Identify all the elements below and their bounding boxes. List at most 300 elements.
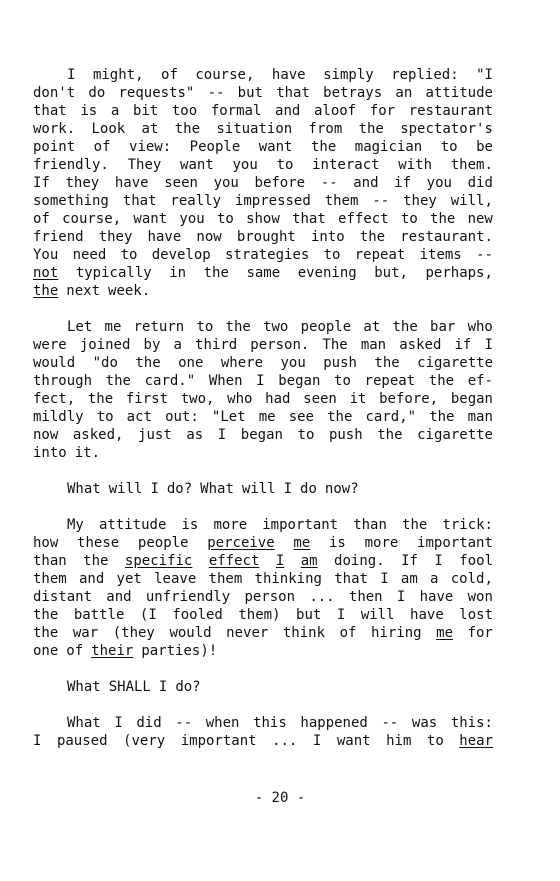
word: the: [358, 121, 384, 137]
word: I: [283, 481, 293, 497]
word: am: [400, 571, 418, 587]
word: will: [108, 481, 143, 497]
word: The: [322, 337, 348, 353]
word: effect: [338, 211, 389, 227]
word: him: [386, 733, 412, 749]
word: What: [67, 715, 101, 731]
word: formal: [210, 103, 262, 119]
word: I: [434, 553, 443, 569]
word: --: [381, 715, 399, 731]
word: began: [278, 373, 321, 389]
word: be: [476, 139, 493, 155]
word: that: [292, 211, 326, 227]
word: attitude: [425, 85, 493, 101]
word: had: [265, 391, 291, 407]
word: the: [33, 625, 59, 641]
word: but: [296, 607, 322, 623]
word: want: [180, 157, 214, 173]
word: an: [395, 85, 413, 101]
word: the: [359, 229, 386, 245]
text-line: [33, 732, 493, 750]
word: I: [150, 481, 159, 497]
word: ef-: [467, 373, 493, 389]
word: When: [208, 373, 243, 389]
word: not: [33, 265, 59, 281]
word: the: [87, 391, 114, 407]
word: attitude: [98, 517, 167, 533]
word: joined: [79, 337, 131, 353]
word: just: [138, 427, 172, 443]
word: did: [136, 715, 162, 731]
text-line: [33, 390, 493, 408]
word: mildly: [33, 409, 84, 425]
paragraph-5: [33, 678, 493, 696]
word: who: [467, 319, 493, 335]
word: man: [467, 409, 493, 425]
word: will: [360, 607, 395, 623]
text-line: [33, 372, 493, 390]
word: the: [428, 373, 455, 389]
word: point: [33, 139, 76, 155]
word: the: [203, 265, 229, 281]
word: more: [213, 517, 248, 533]
word: --: [320, 175, 338, 191]
word: the: [327, 409, 353, 425]
text-line: [33, 174, 493, 192]
word: the: [33, 607, 59, 623]
word: third: [195, 337, 238, 353]
word: of: [161, 67, 178, 83]
word: than: [353, 517, 387, 533]
word: the: [429, 409, 455, 425]
word: cold,: [450, 571, 493, 587]
word: ...: [272, 733, 298, 749]
word: want: [336, 733, 371, 749]
word: who: [227, 391, 253, 407]
word: --: [207, 85, 225, 101]
word: I: [336, 607, 346, 623]
word: restaurant.: [400, 229, 493, 245]
word: too: [171, 103, 198, 119]
word: restaurant: [408, 103, 493, 119]
word: but: [237, 85, 263, 101]
word: war: [72, 625, 99, 641]
word: I: [275, 553, 285, 569]
word: asked: [399, 337, 442, 353]
word: Look: [91, 121, 126, 137]
word: two: [263, 319, 289, 335]
text-line: [33, 516, 493, 534]
word: SHALL: [108, 679, 151, 695]
word: My: [67, 517, 84, 533]
word: week.: [108, 283, 151, 299]
text-line: [33, 408, 493, 426]
word: the: [225, 319, 251, 335]
word: now?: [324, 481, 359, 497]
word: them): [238, 607, 281, 623]
word: and: [106, 589, 132, 605]
word: by: [143, 337, 161, 353]
word: as: [186, 427, 204, 443]
word: at: [363, 319, 381, 335]
word: If: [33, 175, 50, 191]
word: unfriendly: [145, 589, 231, 605]
word: view:: [129, 139, 172, 155]
word: impressed: [234, 193, 311, 209]
word: they: [403, 193, 437, 209]
word: battle: [73, 607, 125, 623]
word: the: [174, 121, 201, 137]
word: doing.: [334, 553, 385, 569]
word: I: [380, 571, 389, 587]
word: act: [126, 409, 152, 425]
word: "Let: [211, 409, 246, 425]
word: if: [454, 337, 472, 353]
word: I: [256, 373, 265, 389]
word: if: [394, 175, 412, 191]
word: to: [440, 139, 458, 155]
word: the: [33, 283, 59, 299]
word: Let: [67, 319, 93, 335]
word: than: [33, 553, 67, 569]
word: (I: [139, 607, 157, 623]
page-number: - 20 -: [254, 790, 306, 806]
text-line: [33, 480, 493, 498]
word: cigarette: [417, 427, 493, 443]
word: want: [133, 211, 168, 227]
text-line: [33, 552, 493, 570]
word: you: [426, 175, 452, 191]
word: I: [217, 427, 227, 443]
word: I: [67, 67, 76, 83]
text-line: [33, 120, 493, 138]
word: is: [80, 103, 98, 119]
word: leave: [154, 571, 197, 587]
word: before,: [379, 391, 439, 407]
word: at: [141, 121, 159, 137]
word: same: [246, 265, 281, 281]
word: might,: [92, 67, 144, 83]
word: replied:: [391, 67, 459, 83]
word: ...: [309, 589, 335, 605]
text-line: [33, 444, 493, 462]
word: do?: [175, 679, 201, 695]
word: repeat: [354, 247, 406, 263]
word: to: [400, 211, 418, 227]
word: to: [196, 319, 214, 335]
word: fool: [459, 553, 493, 569]
word: will: [241, 481, 276, 497]
word: don't: [33, 85, 76, 101]
word: them: [324, 193, 359, 209]
paragraph-4: [33, 516, 493, 660]
word: lost: [459, 607, 493, 623]
word: but,: [374, 265, 408, 281]
word: important: [180, 733, 257, 749]
word: a: [430, 571, 439, 587]
word: repeat: [364, 373, 416, 389]
word: friend: [33, 229, 84, 245]
word: important: [262, 517, 339, 533]
word: and: [275, 103, 301, 119]
word: aloof: [313, 103, 357, 119]
word: the: [83, 553, 109, 569]
text-line: [33, 354, 493, 372]
word: I: [484, 337, 493, 353]
word: me: [258, 409, 276, 425]
word: it: [349, 391, 367, 407]
word: card.": [144, 373, 196, 389]
text-line: [33, 606, 493, 624]
word: bit: [132, 103, 159, 119]
word: (they: [112, 625, 155, 641]
word: now: [196, 229, 222, 245]
word: them: [33, 571, 67, 587]
word: What: [67, 679, 101, 695]
word: am: [300, 553, 318, 569]
word: the: [310, 139, 337, 155]
word: to: [216, 211, 234, 227]
word: the: [430, 211, 456, 227]
word: They: [127, 157, 162, 173]
word: did: [467, 175, 493, 191]
word: bar: [430, 319, 456, 335]
word: me: [436, 625, 454, 641]
word: and: [353, 175, 379, 191]
word: you: [179, 211, 205, 227]
word: to: [334, 373, 351, 389]
word: won: [467, 589, 493, 605]
word: to: [276, 157, 294, 173]
text-line: [33, 84, 493, 102]
text-line: [33, 264, 493, 282]
word: next: [66, 283, 101, 299]
word: more: [364, 535, 399, 551]
word: man: [360, 337, 387, 353]
word: that: [33, 103, 67, 119]
word: that: [334, 571, 368, 587]
word: they: [98, 229, 133, 245]
word: If: [401, 553, 418, 569]
word: people: [300, 319, 352, 335]
word: I: [312, 733, 322, 749]
word: fect,: [33, 391, 76, 407]
word: want: [258, 139, 293, 155]
word: strategies: [225, 247, 310, 263]
text-line: [33, 228, 493, 246]
word: magician: [354, 139, 423, 155]
word: this: [253, 715, 287, 731]
word: fooled: [172, 607, 223, 623]
text-line: [33, 570, 493, 588]
word: through: [33, 373, 93, 389]
word: parties)!: [141, 643, 218, 659]
word: one: [33, 643, 59, 659]
word: What: [200, 481, 234, 497]
word: push: [328, 427, 363, 443]
word: --: [476, 247, 493, 263]
word: to: [426, 733, 444, 749]
word: (very: [123, 733, 166, 749]
word: specific: [124, 553, 193, 569]
word: interact: [312, 157, 380, 173]
word: course,: [62, 211, 122, 227]
word: person.: [250, 337, 310, 353]
word: into: [310, 229, 345, 245]
word: perhaps,: [425, 265, 493, 281]
word: them: [208, 571, 243, 587]
word: me: [293, 535, 311, 551]
text-line: [33, 624, 493, 642]
word: requests": [118, 85, 195, 101]
word: one: [178, 355, 204, 371]
word: course,: [195, 67, 255, 83]
word: the: [135, 355, 161, 371]
word: the: [377, 427, 403, 443]
word: simply: [323, 67, 374, 83]
word: began: [450, 391, 493, 407]
word: you: [213, 175, 239, 191]
word: new: [467, 211, 493, 227]
word: the: [374, 355, 400, 371]
word: me: [104, 319, 122, 335]
word: People: [189, 139, 241, 155]
word: --: [175, 715, 193, 731]
text-line: [33, 678, 493, 696]
word: happened: [300, 715, 368, 731]
word: You: [33, 247, 59, 263]
word: to: [96, 409, 114, 425]
word: with: [398, 157, 433, 173]
word: situation: [216, 121, 293, 137]
word: the: [105, 373, 131, 389]
word: of: [33, 211, 50, 227]
word: What: [67, 481, 101, 497]
word: the: [392, 319, 418, 335]
word: need: [72, 247, 107, 263]
word: I: [396, 589, 406, 605]
word: paused: [56, 733, 108, 749]
word: then: [348, 589, 383, 605]
text-line: [33, 426, 493, 444]
word: will,: [450, 193, 493, 209]
word: these: [77, 535, 120, 551]
word: to: [323, 247, 341, 263]
word: see: [288, 409, 314, 425]
word: that: [276, 85, 310, 101]
word: do: [88, 85, 106, 101]
word: two,: [180, 391, 215, 407]
word: --: [372, 193, 390, 209]
word: were: [33, 337, 67, 353]
word: push: [323, 355, 357, 371]
word: where: [220, 355, 264, 371]
word: thinking: [254, 571, 322, 587]
word: of: [339, 625, 357, 641]
word: I: [158, 679, 168, 695]
word: effect: [208, 553, 260, 569]
word: have: [114, 175, 149, 191]
word: in: [169, 265, 187, 281]
word: to: [297, 427, 315, 443]
word: a: [110, 103, 120, 119]
word: items: [419, 247, 462, 263]
text-line: [33, 66, 493, 84]
word: typically: [75, 265, 152, 281]
word: first: [125, 391, 169, 407]
word: yet: [116, 571, 142, 587]
word: I: [33, 733, 42, 749]
word: something: [33, 193, 109, 209]
word: to: [120, 247, 138, 263]
word: people: [137, 535, 189, 551]
word: have: [410, 607, 444, 623]
word: and: [78, 571, 105, 587]
text-line: [33, 642, 493, 660]
word: do: [300, 481, 317, 497]
text-line: [33, 138, 493, 156]
word: evening: [297, 265, 357, 281]
word: you: [280, 355, 306, 371]
word: brought: [236, 229, 296, 245]
word: have: [271, 67, 306, 83]
text-line: [33, 318, 493, 336]
text-line: [33, 282, 493, 300]
page-body: [33, 66, 493, 750]
word: trick:: [442, 517, 493, 533]
word: have: [419, 589, 454, 605]
word: "do: [92, 355, 118, 371]
word: distant: [33, 589, 93, 605]
word: asked,: [72, 427, 124, 443]
word: return: [133, 319, 185, 335]
word: for: [369, 103, 396, 119]
word: it.: [74, 445, 101, 461]
text-line: [33, 192, 493, 210]
text-line: [33, 102, 493, 120]
word: hiring: [371, 625, 422, 641]
word: betrays: [323, 85, 383, 101]
word: them.: [450, 157, 493, 173]
word: into: [33, 445, 67, 461]
word: do?: [166, 481, 193, 497]
word: person: [244, 589, 296, 605]
word: never: [226, 625, 269, 641]
paragraph-2: [33, 318, 493, 462]
word: they: [65, 175, 100, 191]
word: that: [122, 193, 157, 209]
text-line: [33, 588, 493, 606]
text-line: [33, 210, 493, 228]
text-line: [33, 156, 493, 174]
word: spectator's: [400, 121, 493, 137]
paragraph-1: [33, 66, 493, 300]
word: from: [308, 121, 343, 137]
word: seen: [164, 175, 198, 191]
word: "I: [476, 67, 493, 83]
word: card,": [365, 409, 417, 425]
text-line: [33, 336, 493, 354]
word: before: [254, 175, 306, 191]
word: is: [181, 517, 199, 533]
word: cigarette: [417, 355, 493, 371]
word: work.: [33, 121, 76, 137]
word: perceive: [207, 535, 275, 551]
word: friendly.: [33, 157, 109, 173]
word: I: [114, 715, 123, 731]
word: would: [169, 625, 212, 641]
paragraph-3: [33, 480, 493, 498]
